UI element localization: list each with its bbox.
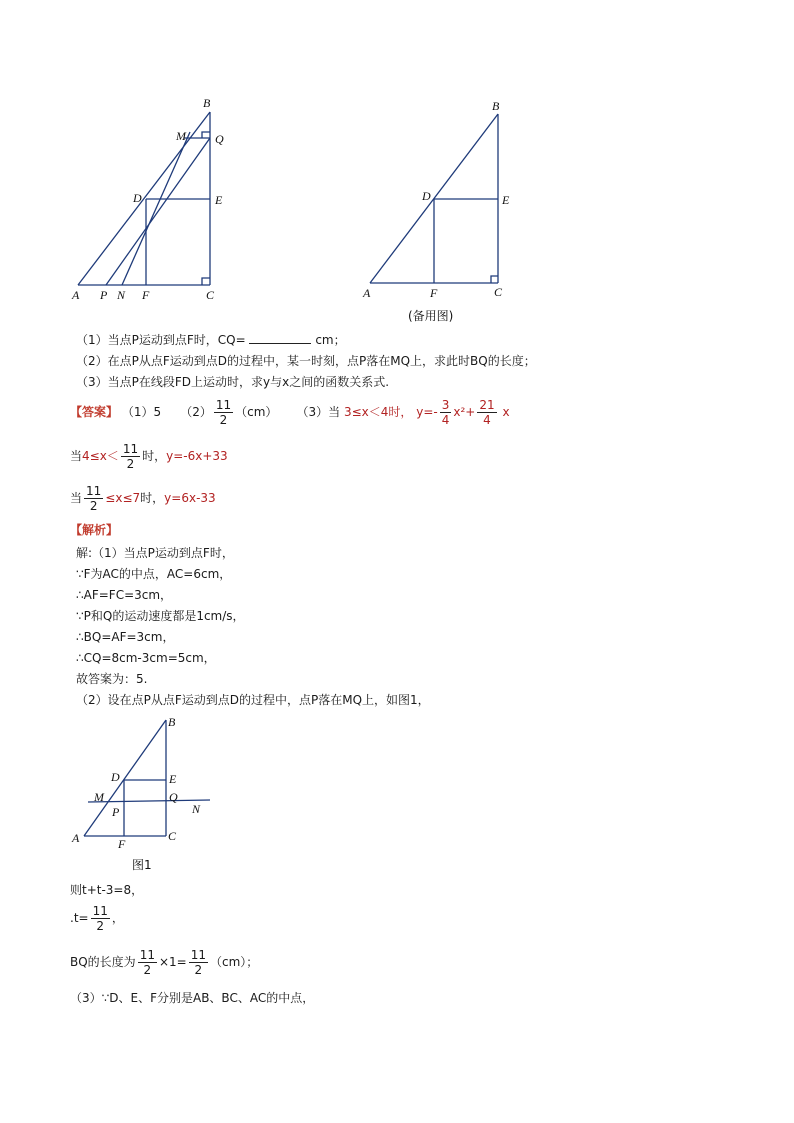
fraction-11-2-b: $\frac{11}{2}$ [122,442,139,471]
segment-PQ [106,138,210,285]
solution-line-2 [70,900,124,936]
l2-expr: y=-6x+33 [166,449,228,463]
sol3-post: （cm）； [210,955,259,969]
fig1-label-N: N [192,802,201,816]
fig1-label-B: B [168,715,176,729]
fig1-label-C: C [168,829,177,843]
q1-unit: cm； [315,333,346,347]
l3-range: ≤x≤7 [105,491,141,505]
analysis-line-8: （2）设在点P从点F运动到点D的过程中，点P落在MQ上，如图1， [76,693,430,707]
right-angle-mark-q [202,132,210,138]
fraction-t: $\frac{11}{2}$ [92,904,108,933]
solution-line-4: （3）∵D、E、F分别是AB、BC、AC的中点， [70,991,315,1005]
analysis-line-2: ∵F为AC的中点，AC=6cm， [76,567,232,581]
label-D: D [133,191,142,205]
right-angle-mark-c [202,278,210,285]
sol2-post: ， [111,911,124,925]
fig1-label-D: D [111,770,120,784]
answer-part3-range: 3≤x＜4时， [343,405,413,419]
answer-part3-x: x [502,405,510,419]
spare-label-D: D [422,189,431,203]
fig1-segment-AB [84,720,166,836]
spare-label-C: C [494,285,503,299]
fig1-label-Q: Q [169,790,178,804]
spare-right-angle-mark [491,276,498,283]
solution-line-1: 则t+t-3=8， [70,883,144,897]
analysis-label: 【解析】 [70,523,119,537]
fraction-bq-2: $\frac{11}{2}$ [190,948,206,977]
q1-text: （1）当点P运动到点F时，CQ= [76,333,246,347]
spare-figure [358,96,528,328]
solution-line-3 [70,944,258,980]
fraction-bq-1: $\frac{11}{2}$ [139,948,155,977]
question-1 [76,332,346,348]
fig1-label-E: E [169,772,177,786]
l3-prefix: 当 [70,491,83,505]
answer-line-1 [70,394,510,430]
figure-1 [66,712,216,874]
label-A: A [72,288,80,302]
spare-caption: (备用图) [408,309,454,323]
answer-part3-prefix: （3）当 [296,405,341,419]
analysis-line-1: 解:（1）当点P运动到点F时， [76,546,234,560]
spare-label-E: E [502,193,510,207]
label-E: E [215,193,223,207]
sol3-mid: ×1= [158,955,187,969]
fig1-label-F: F [118,837,126,851]
spare-label-B: B [492,99,500,113]
answer-part1: （1）5 [121,405,162,419]
answer-label: 【答案】 [70,405,119,419]
analysis-line-3: ∴AF=FC=3cm， [76,588,173,602]
label-P: P [100,288,108,302]
analysis-line-6: ∴CQ=8cm-3cm=5cm， [76,651,216,665]
fig1-caption: 图1 [132,858,152,872]
fig1-label-M: M [94,790,104,804]
label-F: F [142,288,150,302]
segment-NM [122,132,190,285]
l3-post: 时， [140,491,165,505]
answer-part3-y: y=- [416,405,438,419]
main-figure [66,92,236,308]
analysis-line-4: ∵P和Q的运动速度都是1cm/s， [76,609,245,623]
label-M: M [176,129,186,143]
analysis-line-5: ∴BQ=AF=3cm， [76,630,175,644]
answer-line-3 [70,480,216,516]
l2-post: 时， [142,449,167,463]
analysis-line-7: 故答案为：5. [76,672,148,686]
fig1-label-A: A [72,831,80,845]
answer-part2-prefix: （2） [180,405,212,419]
answer-line-2 [70,438,228,474]
sol2-prefix: .t= [70,911,89,925]
spare-label-F: F [430,286,438,300]
l2-range: 4≤x＜ [82,449,119,463]
fraction-3-4: $\frac{3}{4}$ [441,398,450,427]
question-3: （3）当点P在线段FD上运动时，求y与x之间的函数关系式. [76,375,390,389]
fraction-11-2: $\frac{11}{2}$ [215,398,232,427]
label-B: B [203,96,211,110]
fraction-21-4: $\frac{21}{4}$ [479,398,495,427]
label-Q: Q [215,132,224,146]
fraction-11-2-c: $\frac{11}{2}$ [86,484,102,513]
sol3-prefix: BQ的长度为 [70,955,136,969]
fig1-label-P: P [112,805,120,819]
answer-part2-unit: （cm） [235,405,278,419]
l2-prefix: 当 [70,449,83,463]
label-C: C [206,288,215,302]
q1-answer-blank [249,332,311,344]
answer-part3-mid: x²+ [453,405,476,419]
spare-label-A: A [363,286,371,300]
label-N: N [117,288,126,302]
l3-expr: y=6x-33 [164,491,216,505]
question-2: （2）在点P从点F运动到点D的过程中，某一时刻，点P落在MQ上，求此时BQ的长度； [76,354,536,368]
